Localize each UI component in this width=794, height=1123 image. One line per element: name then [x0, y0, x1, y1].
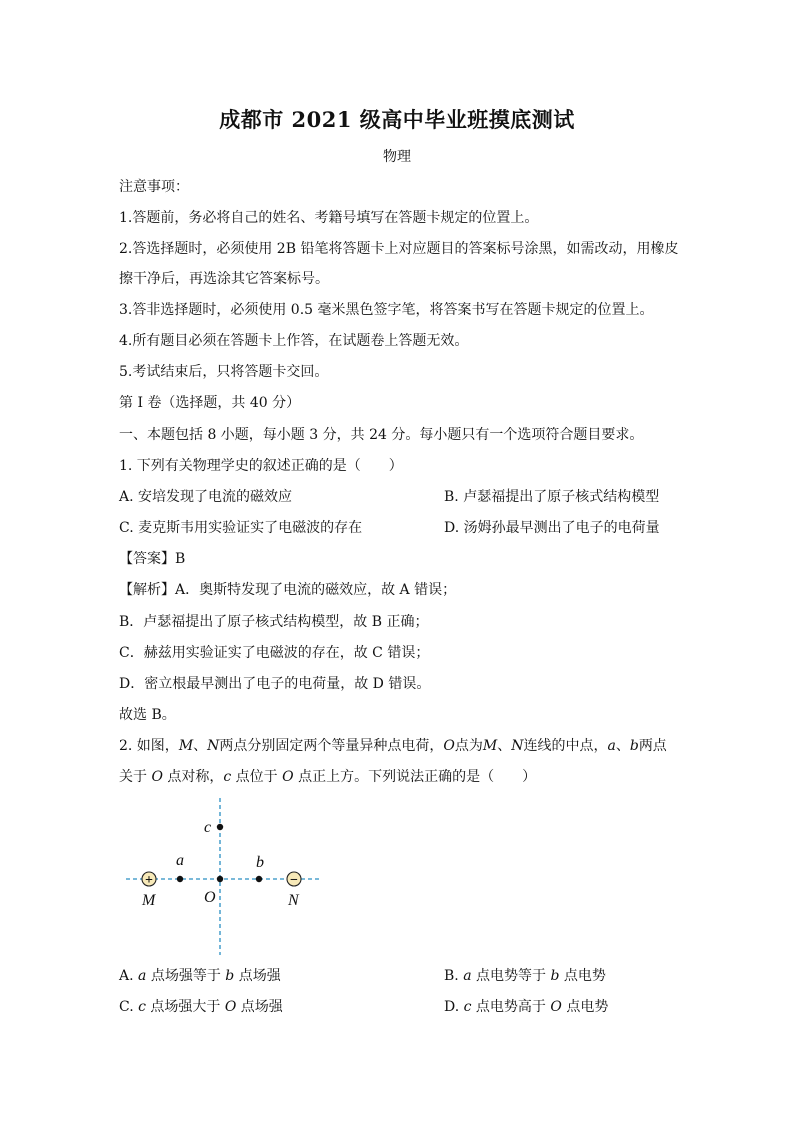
q2-option-a: A. a 点场强等于 b 点场强	[119, 968, 281, 984]
point-o-dot	[217, 876, 223, 882]
point-a-dot	[177, 876, 183, 882]
page-title: 成都市 2021 级高中毕业班摸底测试	[219, 107, 575, 132]
notice-heading: 注意事项：	[119, 179, 189, 195]
label-n: N	[288, 892, 299, 909]
q1-analysis-line: B．卢瑟福提出了原子核式结构模型，故 B 正确；	[119, 614, 429, 630]
label-c: c	[204, 819, 212, 836]
point-c-dot	[217, 824, 223, 830]
notice-item: 5.考试结束后，只将答题卡交回。	[119, 364, 329, 380]
question-2-stem-line-2: 关于 O 点对称，c 点位于 O 点正上方。下列说法正确的是（ ）	[119, 769, 537, 785]
q1-analysis-line: 【解析】A．奥斯特发现了电流的磁效应，故 A 错误；	[119, 582, 457, 598]
label-a: a	[176, 852, 184, 869]
subject-label: 物理	[383, 149, 411, 165]
q1-option-b: B. 卢瑟福提出了原子核式结构模型	[444, 489, 660, 505]
section-intro: 一、本题包括 8 小题，每小题 3 分，共 24 分。每小题只有一个选项符合题目要求。	[119, 427, 644, 443]
minus-symbol: −	[290, 873, 298, 888]
notice-item: 2.答选择题时，必须使用 2B 铅笔将答题卡上对应题目的答案标号涂黑，如需改动，用橡皮	[119, 241, 679, 257]
q1-analysis-line: C．赫兹用实验证实了电磁波的存在，故 C 错误；	[119, 645, 430, 661]
q2-option-d: D. c 点电势高于 O 点电势	[444, 999, 609, 1015]
volume-heading: 第 I 卷（选择题，共 40 分）	[119, 395, 301, 411]
plus-symbol: +	[145, 873, 153, 888]
label-m: M	[142, 892, 156, 909]
q2-option-b: B. a 点电势等于 b 点电势	[444, 968, 606, 984]
q1-conclusion: 故选 B。	[119, 707, 176, 723]
label-o: O	[204, 889, 216, 906]
point-b-dot	[256, 876, 262, 882]
q1-option-a: A. 安培发现了电流的磁效应	[119, 489, 293, 505]
question-2-stem-line-1: 2. 如图，M、N两点分别固定两个等量异种点电荷，O点为M、N连线的中点，a、b两点	[119, 738, 667, 754]
label-b: b	[256, 854, 264, 871]
q1-analysis-line: D．密立根最早测出了电子的电荷量，故 D 错误。	[119, 676, 431, 692]
q1-option-c: C. 麦克斯韦用实验证实了电磁波的存在	[119, 520, 363, 536]
notice-item: 擦干净后，再选涂其它答案标号。	[119, 271, 329, 287]
q2-option-c: C. c 点场强大于 O 点场强	[119, 999, 283, 1015]
notice-item: 1.答题前，务必将自己的姓名、考籍号填写在答题卡规定的位置上。	[119, 210, 539, 226]
q1-option-d: D. 汤姆孙最早测出了电子的电荷量	[444, 520, 660, 536]
charge-diagram	[120, 795, 330, 960]
q1-answer: 【答案】B	[119, 551, 186, 567]
notice-item: 4.所有题目必须在答题卡上作答，在试题卷上答题无效。	[119, 333, 469, 349]
notice-item: 3.答非选择题时，必须使用 0.5 毫米黑色签字笔，将答案书写在答题卡规定的位置上。	[119, 302, 654, 318]
question-1-stem: 1. 下列有关物理学史的叙述正确的是（ ）	[119, 458, 403, 474]
